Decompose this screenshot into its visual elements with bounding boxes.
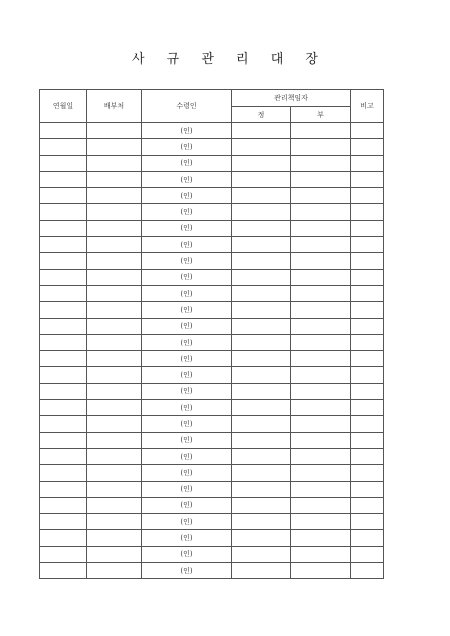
seal-mark: (인) <box>180 468 193 477</box>
table-row <box>40 253 384 269</box>
seal-mark: (인) <box>180 224 193 233</box>
manager-primary-cell[interactable] <box>232 253 291 269</box>
remarks-cell[interactable] <box>351 318 384 334</box>
manager-primary-cell[interactable] <box>232 497 291 513</box>
seal-mark: (인) <box>180 126 193 135</box>
manager-primary-cell[interactable] <box>232 367 291 383</box>
seal-mark: (인) <box>180 175 193 184</box>
manager-deputy-cell[interactable] <box>291 188 351 204</box>
table-row <box>40 188 384 204</box>
seal-mark: (인) <box>180 517 193 526</box>
remarks-cell[interactable] <box>351 269 384 285</box>
seal-mark: (인) <box>180 289 193 298</box>
manager-primary-cell[interactable] <box>232 123 291 139</box>
distribution-cell[interactable] <box>87 416 142 432</box>
table-row <box>40 302 384 318</box>
recipient-cell[interactable] <box>142 351 232 367</box>
manager-deputy-cell[interactable] <box>291 269 351 285</box>
remarks-cell[interactable] <box>351 188 384 204</box>
date-cell[interactable] <box>40 530 87 546</box>
recipient-cell[interactable] <box>142 285 232 301</box>
remarks-cell[interactable] <box>351 448 384 464</box>
distribution-cell[interactable] <box>87 123 142 139</box>
recipient-cell[interactable] <box>142 220 232 236</box>
recipient-cell[interactable] <box>142 546 232 562</box>
remarks-cell[interactable] <box>351 351 384 367</box>
remarks-cell[interactable] <box>351 546 384 562</box>
date-cell[interactable] <box>40 237 87 253</box>
distribution-cell[interactable] <box>87 334 142 350</box>
manager-primary-cell[interactable] <box>232 432 291 448</box>
header-manager-primary: 정 <box>232 107 291 123</box>
remarks-cell[interactable] <box>351 416 384 432</box>
remarks-cell[interactable] <box>351 481 384 497</box>
manager-primary-cell[interactable] <box>232 139 291 155</box>
manager-deputy-cell[interactable] <box>291 383 351 399</box>
recipient-cell[interactable] <box>142 481 232 497</box>
recipient-cell[interactable] <box>142 302 232 318</box>
manager-deputy-cell[interactable] <box>291 253 351 269</box>
distribution-cell[interactable] <box>87 204 142 220</box>
date-cell[interactable] <box>40 155 87 171</box>
recipient-cell[interactable] <box>142 269 232 285</box>
distribution-cell[interactable] <box>87 481 142 497</box>
table-row <box>40 481 384 497</box>
manager-deputy-cell[interactable] <box>291 367 351 383</box>
recipient-cell[interactable] <box>142 155 232 171</box>
manager-primary-cell[interactable] <box>232 188 291 204</box>
recipient-cell[interactable] <box>142 383 232 399</box>
table-row <box>40 269 384 285</box>
table-row <box>40 383 384 399</box>
recipient-cell[interactable] <box>142 237 232 253</box>
date-cell[interactable] <box>40 139 87 155</box>
recipient-cell[interactable] <box>142 334 232 350</box>
recipient-cell[interactable] <box>142 188 232 204</box>
manager-primary-cell[interactable] <box>232 204 291 220</box>
seal-mark: (인) <box>180 485 193 494</box>
manager-deputy-cell[interactable] <box>291 465 351 481</box>
table-row <box>40 432 384 448</box>
manager-primary-cell[interactable] <box>232 563 291 579</box>
recipient-cell[interactable] <box>142 530 232 546</box>
remarks-cell[interactable] <box>351 139 384 155</box>
manager-primary-cell[interactable] <box>232 334 291 350</box>
remarks-cell[interactable] <box>351 253 384 269</box>
manager-deputy-cell[interactable] <box>291 546 351 562</box>
recipient-cell[interactable] <box>142 432 232 448</box>
manager-deputy-cell[interactable] <box>291 514 351 530</box>
manager-deputy-cell[interactable] <box>291 530 351 546</box>
table-row <box>40 416 384 432</box>
date-cell[interactable] <box>40 204 87 220</box>
distribution-cell[interactable] <box>87 237 142 253</box>
seal-mark: (인) <box>180 566 193 575</box>
distribution-cell[interactable] <box>87 188 142 204</box>
recipient-cell[interactable] <box>142 171 232 187</box>
date-cell[interactable] <box>40 465 87 481</box>
recipient-cell[interactable] <box>142 318 232 334</box>
manager-primary-cell[interactable] <box>232 448 291 464</box>
table-row <box>40 318 384 334</box>
table-row <box>40 514 384 530</box>
header-distribution: 배부처 <box>87 90 142 123</box>
manager-deputy-cell[interactable] <box>291 220 351 236</box>
table-row <box>40 465 384 481</box>
manager-deputy-cell[interactable] <box>291 448 351 464</box>
manager-deputy-cell[interactable] <box>291 318 351 334</box>
table-row <box>40 448 384 464</box>
distribution-cell[interactable] <box>87 400 142 416</box>
distribution-cell[interactable] <box>87 514 142 530</box>
distribution-cell[interactable] <box>87 546 142 562</box>
table-row <box>40 530 384 546</box>
table-row <box>40 400 384 416</box>
distribution-cell[interactable] <box>87 367 142 383</box>
header-recipient: 수령인 <box>142 90 232 123</box>
seal-mark: (인) <box>180 452 193 461</box>
manager-primary-cell[interactable] <box>232 383 291 399</box>
table-row <box>40 237 384 253</box>
header-manager-group: 관리책임자 <box>232 90 351 107</box>
manager-deputy-cell[interactable] <box>291 351 351 367</box>
recipient-cell[interactable] <box>142 416 232 432</box>
distribution-cell[interactable] <box>87 351 142 367</box>
remarks-cell[interactable] <box>351 530 384 546</box>
header-manager-deputy: 부 <box>291 107 351 123</box>
date-cell[interactable] <box>40 188 87 204</box>
manager-primary-cell[interactable] <box>232 546 291 562</box>
date-cell[interactable] <box>40 123 87 139</box>
date-cell[interactable] <box>40 497 87 513</box>
seal-mark: (인) <box>180 371 193 380</box>
recipient-cell[interactable] <box>142 400 232 416</box>
distribution-cell[interactable] <box>87 530 142 546</box>
manager-deputy-cell[interactable] <box>291 123 351 139</box>
date-cell[interactable] <box>40 481 87 497</box>
date-cell[interactable] <box>40 334 87 350</box>
distribution-cell[interactable] <box>87 563 142 579</box>
seal-mark: (인) <box>180 142 193 151</box>
manager-primary-cell[interactable] <box>232 400 291 416</box>
seal-mark: (인) <box>180 191 193 200</box>
table-row <box>40 139 384 155</box>
manager-primary-cell[interactable] <box>232 481 291 497</box>
date-cell[interactable] <box>40 563 87 579</box>
date-cell[interactable] <box>40 351 87 367</box>
remarks-cell[interactable] <box>351 383 384 399</box>
manager-primary-cell[interactable] <box>232 465 291 481</box>
manager-deputy-cell[interactable] <box>291 334 351 350</box>
manager-primary-cell[interactable] <box>232 171 291 187</box>
seal-mark: (인) <box>180 159 193 168</box>
ledger-table <box>39 89 384 579</box>
manager-primary-cell[interactable] <box>232 302 291 318</box>
manager-deputy-cell[interactable] <box>291 432 351 448</box>
table-row <box>40 367 384 383</box>
table-row <box>40 546 384 562</box>
remarks-cell[interactable] <box>351 432 384 448</box>
manager-deputy-cell[interactable] <box>291 237 351 253</box>
seal-mark: (인) <box>180 501 193 510</box>
remarks-cell[interactable] <box>351 465 384 481</box>
header-remarks: 비고 <box>351 90 384 123</box>
manager-deputy-cell[interactable] <box>291 400 351 416</box>
manager-primary-cell[interactable] <box>232 285 291 301</box>
remarks-cell[interactable] <box>351 400 384 416</box>
date-cell[interactable] <box>40 448 87 464</box>
seal-mark: (인) <box>180 305 193 314</box>
recipient-cell[interactable] <box>142 139 232 155</box>
manager-deputy-cell[interactable] <box>291 155 351 171</box>
date-cell[interactable] <box>40 220 87 236</box>
distribution-cell[interactable] <box>87 220 142 236</box>
manager-deputy-cell[interactable] <box>291 497 351 513</box>
remarks-cell[interactable] <box>351 220 384 236</box>
manager-primary-cell[interactable] <box>232 220 291 236</box>
distribution-cell[interactable] <box>87 285 142 301</box>
distribution-cell[interactable] <box>87 269 142 285</box>
table-row <box>40 171 384 187</box>
table-row <box>40 497 384 513</box>
manager-primary-cell[interactable] <box>232 237 291 253</box>
distribution-cell[interactable] <box>87 318 142 334</box>
page-title: 사 규 관 리 대 장 <box>131 52 327 67</box>
manager-primary-cell[interactable] <box>232 269 291 285</box>
date-cell[interactable] <box>40 367 87 383</box>
distribution-cell[interactable] <box>87 302 142 318</box>
seal-mark: (인) <box>180 436 193 445</box>
manager-primary-cell[interactable] <box>232 416 291 432</box>
table-row <box>40 204 384 220</box>
distribution-cell[interactable] <box>87 155 142 171</box>
seal-mark: (인) <box>180 550 193 559</box>
date-cell[interactable] <box>40 546 87 562</box>
remarks-cell[interactable] <box>351 514 384 530</box>
recipient-cell[interactable] <box>142 204 232 220</box>
manager-deputy-cell[interactable] <box>291 481 351 497</box>
distribution-cell[interactable] <box>87 448 142 464</box>
manager-deputy-cell[interactable] <box>291 139 351 155</box>
seal-mark: (인) <box>180 534 193 543</box>
table-row <box>40 123 384 139</box>
date-cell[interactable] <box>40 285 87 301</box>
remarks-cell[interactable] <box>351 497 384 513</box>
distribution-cell[interactable] <box>87 465 142 481</box>
date-cell[interactable] <box>40 432 87 448</box>
seal-mark: (인) <box>180 387 193 396</box>
seal-mark: (인) <box>180 208 193 217</box>
manager-primary-cell[interactable] <box>232 351 291 367</box>
remarks-cell[interactable] <box>351 285 384 301</box>
seal-mark: (인) <box>180 338 193 347</box>
date-cell[interactable] <box>40 171 87 187</box>
date-cell[interactable] <box>40 269 87 285</box>
recipient-cell[interactable] <box>142 367 232 383</box>
remarks-cell[interactable] <box>351 171 384 187</box>
remarks-cell[interactable] <box>351 302 384 318</box>
header-date: 연월일 <box>40 90 87 123</box>
distribution-cell[interactable] <box>87 432 142 448</box>
manager-primary-cell[interactable] <box>232 318 291 334</box>
manager-deputy-cell[interactable] <box>291 285 351 301</box>
seal-mark: (인) <box>180 354 193 363</box>
date-cell[interactable] <box>40 514 87 530</box>
table-row <box>40 285 384 301</box>
manager-deputy-cell[interactable] <box>291 204 351 220</box>
distribution-cell[interactable] <box>87 497 142 513</box>
seal-mark: (인) <box>180 240 193 249</box>
date-cell[interactable] <box>40 416 87 432</box>
table-row <box>40 220 384 236</box>
table-row <box>40 334 384 350</box>
remarks-cell[interactable] <box>351 237 384 253</box>
distribution-cell[interactable] <box>87 171 142 187</box>
distribution-cell[interactable] <box>87 383 142 399</box>
remarks-cell[interactable] <box>351 367 384 383</box>
table-row <box>40 155 384 171</box>
recipient-cell[interactable] <box>142 123 232 139</box>
date-cell[interactable] <box>40 253 87 269</box>
seal-mark: (인) <box>180 273 193 282</box>
date-cell[interactable] <box>40 383 87 399</box>
recipient-cell[interactable] <box>142 514 232 530</box>
seal-mark: (인) <box>180 257 193 266</box>
recipient-cell[interactable] <box>142 253 232 269</box>
table-row <box>40 563 384 579</box>
ledger-body <box>40 123 384 579</box>
seal-mark: (인) <box>180 419 193 428</box>
distribution-cell[interactable] <box>87 253 142 269</box>
header-row-top <box>40 90 384 107</box>
manager-deputy-cell[interactable] <box>291 171 351 187</box>
remarks-cell[interactable] <box>351 334 384 350</box>
date-cell[interactable] <box>40 318 87 334</box>
remarks-cell[interactable] <box>351 155 384 171</box>
manager-primary-cell[interactable] <box>232 155 291 171</box>
recipient-cell[interactable] <box>142 497 232 513</box>
recipient-cell[interactable] <box>142 448 232 464</box>
date-cell[interactable] <box>40 302 87 318</box>
seal-mark: (인) <box>180 322 193 331</box>
manager-deputy-cell[interactable] <box>291 416 351 432</box>
table-row <box>40 351 384 367</box>
date-cell[interactable] <box>40 400 87 416</box>
manager-deputy-cell[interactable] <box>291 563 351 579</box>
remarks-cell[interactable] <box>351 204 384 220</box>
remarks-cell[interactable] <box>351 123 384 139</box>
seal-mark: (인) <box>180 403 193 412</box>
manager-primary-cell[interactable] <box>232 514 291 530</box>
manager-deputy-cell[interactable] <box>291 302 351 318</box>
recipient-cell[interactable] <box>142 563 232 579</box>
distribution-cell[interactable] <box>87 139 142 155</box>
recipient-cell[interactable] <box>142 465 232 481</box>
remarks-cell[interactable] <box>351 563 384 579</box>
manager-primary-cell[interactable] <box>232 530 291 546</box>
